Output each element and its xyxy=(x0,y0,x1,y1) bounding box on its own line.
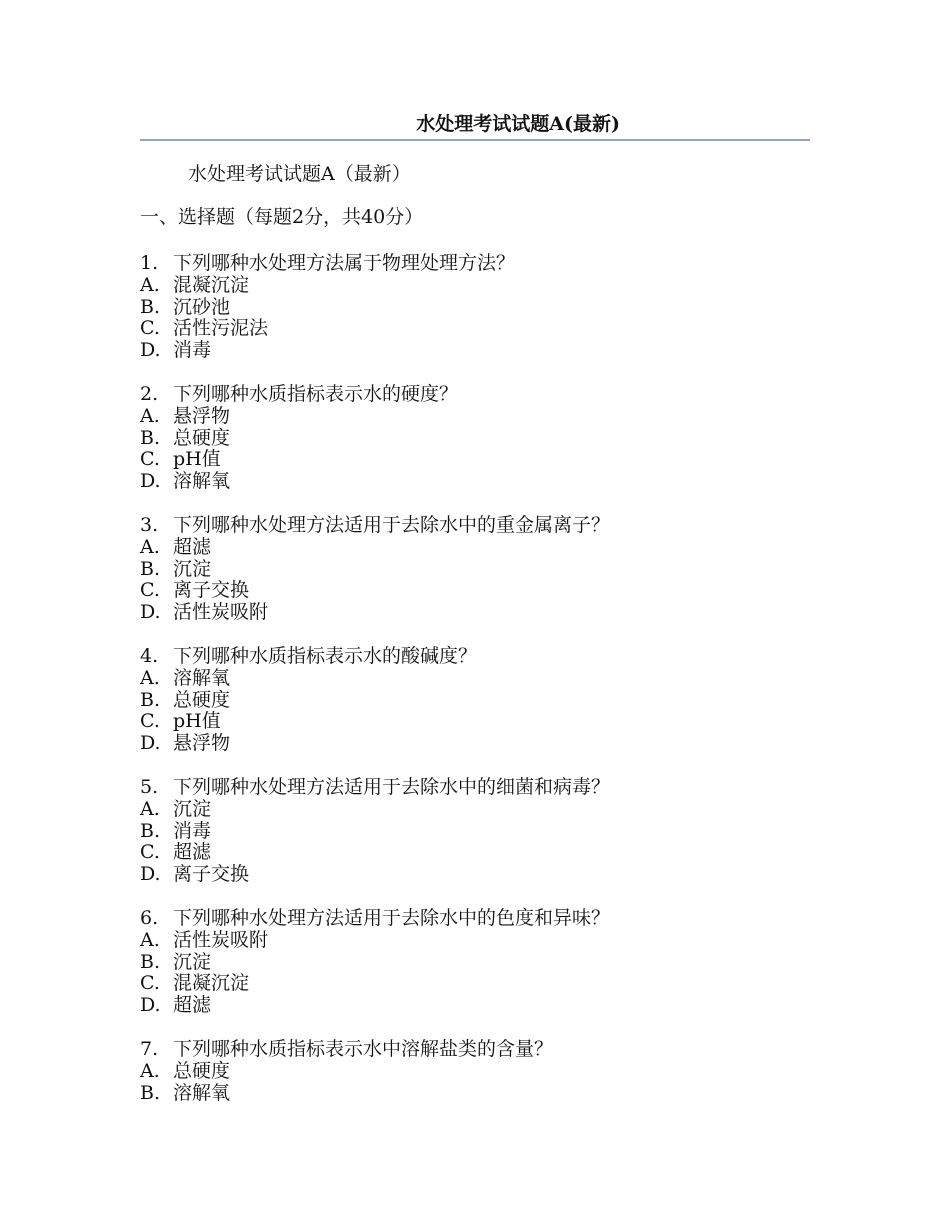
option-letter: D. xyxy=(140,601,161,624)
option-text: 沉砂池 xyxy=(173,295,231,318)
option-line xyxy=(140,297,810,319)
option-letter: A. xyxy=(140,797,160,820)
option-text: 悬浮物 xyxy=(173,404,231,427)
option-letter: D. xyxy=(140,732,161,755)
question-text: 下列哪种水质指标表示水的硬度？ xyxy=(173,382,459,405)
option-line xyxy=(140,952,810,974)
option-line xyxy=(140,864,810,886)
option-line xyxy=(140,406,810,428)
option-line xyxy=(140,1083,810,1105)
option-text: 总硬度 xyxy=(173,426,231,449)
option-text: 消毒 xyxy=(173,339,212,362)
option-line xyxy=(140,449,810,471)
option-line xyxy=(140,318,810,340)
question-line xyxy=(140,646,810,668)
question-line xyxy=(140,777,810,799)
option-letter: B. xyxy=(140,295,161,318)
option-letter: B. xyxy=(140,950,161,973)
question-item xyxy=(140,777,810,886)
title-divider xyxy=(140,139,810,141)
section-heading: 一、选择题（每题2分，共40分） xyxy=(140,206,424,228)
option-line xyxy=(140,711,810,733)
option-letter: A. xyxy=(140,273,160,296)
option-line xyxy=(140,559,810,581)
option-letter: B. xyxy=(140,557,161,580)
question-item xyxy=(140,908,810,1017)
option-line xyxy=(140,842,810,864)
question-text: 下列哪种水处理方法属于物理处理方法？ xyxy=(173,252,516,274)
question-text: 下列哪种水处理方法适用于去除水中的重金属离子？ xyxy=(173,513,611,536)
question-line xyxy=(140,253,810,275)
option-letter: D. xyxy=(140,994,161,1017)
question-line xyxy=(140,384,810,406)
question-number: 3. xyxy=(140,513,159,536)
question-line xyxy=(140,515,810,537)
question-text: 下列哪种水处理方法适用于去除水中的细菌和病毒？ xyxy=(173,775,611,798)
option-text: pH值 xyxy=(173,710,221,733)
option-letter: D. xyxy=(140,470,161,493)
option-letter: A. xyxy=(140,404,160,427)
option-text: 溶解氧 xyxy=(173,470,231,493)
document-body xyxy=(140,161,810,1104)
question-list xyxy=(140,253,810,1104)
question-number: 1. xyxy=(140,252,159,274)
option-text: 超滤 xyxy=(173,994,212,1017)
option-line xyxy=(140,471,810,493)
question-number: 6. xyxy=(140,906,159,929)
question-text: 下列哪种水质指标表示水的酸碱度？ xyxy=(173,644,478,667)
question-item xyxy=(140,384,810,493)
question-item xyxy=(140,515,810,624)
option-line xyxy=(140,690,810,712)
option-text: 沉淀 xyxy=(173,557,212,580)
question-text: 下列哪种水质指标表示水中溶解盐类的含量？ xyxy=(173,1037,554,1060)
question-number: 2. xyxy=(140,382,159,405)
option-letter: C. xyxy=(140,972,160,995)
question-text: 下列哪种水处理方法适用于去除水中的色度和异味？ xyxy=(173,906,611,929)
option-text: pH值 xyxy=(173,448,221,471)
option-letter: C. xyxy=(140,448,160,471)
option-line xyxy=(140,340,810,362)
option-letter: A. xyxy=(140,535,160,558)
option-text: 沉淀 xyxy=(173,797,212,820)
option-letter: D. xyxy=(140,339,161,362)
option-text: 混凝沉淀 xyxy=(173,273,250,296)
question-item xyxy=(140,253,810,362)
option-line xyxy=(140,1061,810,1083)
question-number: 7. xyxy=(140,1037,159,1060)
option-line xyxy=(140,537,810,559)
option-text: 活性炭吸附 xyxy=(173,928,269,951)
option-text: 混凝沉淀 xyxy=(173,972,250,995)
question-number: 4. xyxy=(140,644,159,667)
option-line xyxy=(140,602,810,624)
option-letter: C. xyxy=(140,710,160,733)
document-title: 水处理考试试题A(最新) xyxy=(416,113,620,135)
option-text: 活性炭吸附 xyxy=(173,601,269,624)
option-letter: A. xyxy=(140,928,160,951)
option-text: 活性污泥法 xyxy=(173,317,269,340)
question-line xyxy=(140,1039,810,1061)
option-letter: B. xyxy=(140,688,161,711)
question-item xyxy=(140,1039,810,1104)
document-subtitle: 水处理考试试题A（最新） xyxy=(188,163,411,185)
option-text: 溶解氧 xyxy=(173,666,231,689)
option-line xyxy=(140,821,810,843)
option-line xyxy=(140,995,810,1017)
option-text: 沉淀 xyxy=(173,950,212,973)
option-line xyxy=(140,428,810,450)
option-line xyxy=(140,973,810,995)
option-line xyxy=(140,733,810,755)
question-number: 5. xyxy=(140,775,159,798)
option-text: 总硬度 xyxy=(173,688,231,711)
option-letter: B. xyxy=(140,426,161,449)
option-text: 消毒 xyxy=(173,819,212,842)
option-letter: D. xyxy=(140,863,161,886)
option-text: 悬浮物 xyxy=(173,732,231,755)
option-text: 超滤 xyxy=(173,535,212,558)
option-text: 离子交换 xyxy=(173,863,250,886)
option-text: 溶解氧 xyxy=(173,1081,231,1104)
option-line xyxy=(140,580,810,602)
option-letter: A. xyxy=(140,1059,160,1082)
option-text: 总硬度 xyxy=(173,1059,231,1082)
option-line xyxy=(140,799,810,821)
option-letter: C. xyxy=(140,579,160,602)
question-item xyxy=(140,646,810,755)
option-text: 离子交换 xyxy=(173,579,250,602)
option-letter: B. xyxy=(140,819,161,842)
option-line xyxy=(140,930,810,952)
option-letter: C. xyxy=(140,841,160,864)
option-line xyxy=(140,668,810,690)
option-letter: B. xyxy=(140,1081,161,1104)
question-line xyxy=(140,908,810,930)
option-text: 超滤 xyxy=(173,841,212,864)
option-letter: A. xyxy=(140,666,160,689)
option-line xyxy=(140,275,810,297)
option-letter: C. xyxy=(140,317,160,340)
